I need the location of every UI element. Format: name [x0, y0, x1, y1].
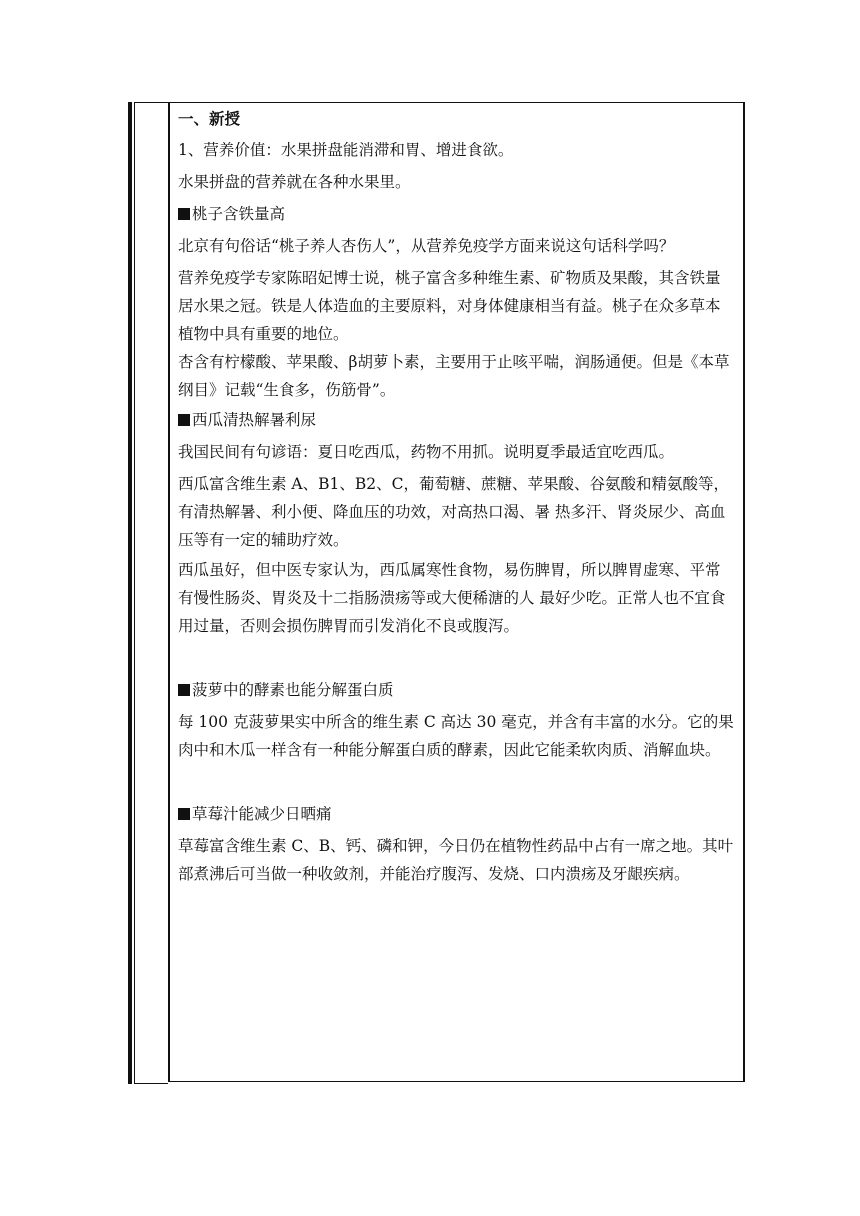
- peach-heading: [178, 200, 735, 228]
- spacer: [178, 764, 735, 800]
- table-content-cell: [168, 102, 745, 1082]
- apricot-paragraph: 杏含有柠檬酸、苹果酸、β胡萝卜素，主要用于止咳平喘，润肠通便。但是《本草纲目》记载“生食多，伤筋骨”。: [178, 353, 730, 399]
- watermelon-paragraph-1: 我国民间有句谚语：夏日吃西瓜，药物不用抓。说明夏季最适宜吃西瓜。: [178, 443, 675, 461]
- watermelon-paragraph-2: 西瓜富含维生素 A、B1、B2、C，葡萄糖、蔗糖、苹果酸、谷氨酸和精氨酸等，有清热解暑、利小便、降血压的功效，对高热口渴、暑 热多汗、肾炎尿少、高血压等有一定的辅助疗效。: [178, 475, 729, 549]
- black-square-bullet-icon: [178, 414, 190, 426]
- intro-line-1: 1、营养价值：水果拼盘能消滞和胃、增进食欲。: [178, 141, 514, 159]
- strawberry-paragraph: 草莓富含维生素 C、B、钙、磷和钾，今日仍在植物性药品中占有一席之地。其叶部煮沸后可当做一种收敛剂，并能治疗腹泻、发烧、口内溃疡及牙龈疾病。: [178, 837, 734, 883]
- spacer: [178, 640, 735, 676]
- table-left-border-thick: [128, 102, 132, 1084]
- peach-paragraph-2: 营养免疫学专家陈昭妃博士说，桃子富含多种维生素、矿物质及果酸，其含铁量居水果之冠。铁是人体造血的主要原料，对身体健康相当有益。桃子在众多草本植物中具有重要的地位。: [178, 269, 721, 343]
- section-heading: 一、新授: [178, 110, 241, 128]
- watermelon-title: 西瓜清热解暑利尿: [192, 411, 317, 429]
- watermelon-heading: [178, 406, 735, 434]
- watermelon-paragraph-3: 西瓜虽好，但中医专家认为，西瓜属寒性食物，易伤脾胃，所以脾胃虚寒、平常有慢性肠炎、胃炎及十二指肠溃疡等或大便稀溏的人 最好少吃。正常人也不宜食用过量，否则会损伤脾胃而引发消化不良或腹泻。: [178, 561, 726, 635]
- black-square-bullet-icon: [178, 684, 190, 696]
- intro-line-2: 水果拼盘的营养就在各种水果里。: [178, 173, 411, 191]
- table-left-cell: [135, 102, 168, 1084]
- pineapple-heading: [178, 676, 735, 704]
- black-square-bullet-icon: [178, 208, 190, 220]
- peach-paragraph-1: 北京有句俗话“桃子养人杏伤人”，从营养免疫学方面来说这句话科学吗？: [178, 237, 675, 255]
- peach-title: 桃子含铁量高: [192, 205, 286, 223]
- pineapple-paragraph: 每 100 克菠萝果实中所含的维生素 C 高达 30 毫克，并含有丰富的水分。它的果肉中和木瓜一样含有一种能分解蛋白质的酵素，因此它能柔软肉质、消解血块。: [178, 713, 734, 759]
- pineapple-title: 菠萝中的酵素也能分解蛋白质: [192, 681, 394, 699]
- lesson-table: [128, 102, 748, 1084]
- black-square-bullet-icon: [178, 808, 190, 820]
- strawberry-title: 草莓汁能减少日晒痛: [192, 805, 332, 823]
- strawberry-heading: [178, 800, 735, 828]
